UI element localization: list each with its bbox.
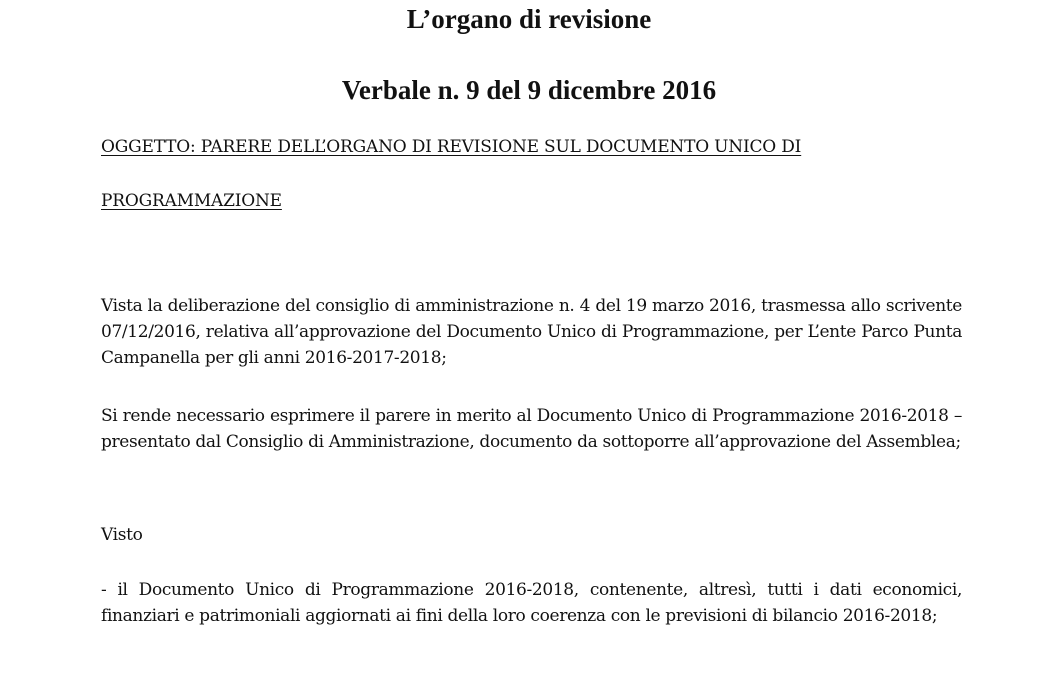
paragraph-visto: Visto — [101, 525, 143, 545]
subject-line-1: OGGETTO: PARERE DELL’ORGANO DI REVISIONE SUL DOCUMENTO UNICO DI — [101, 137, 802, 157]
paragraph-dup-content: - il Documento Unico di Programmazione 2016-2018, contenente, altresì, tutti i dati economici, finanziari e patrimoniali aggiornati ai fini della loro coerenza con le previsioni di bilancio 2016-2018; — [101, 580, 962, 626]
document-title: L’organo di revisione — [406, 4, 652, 34]
paragraph-opinion-required: Si rende necessario esprimere il parere in merito al Documento Unico di Programmazione 2016-2018 – presentato dal Consiglio di Amministrazione, documento da sottoporre all’approvazione del Assemblea; — [101, 406, 962, 452]
subject-line-2: PROGRAMMAZIONE — [101, 191, 282, 211]
minutes-title: Verbale n. 9 del 9 dicembre 2016 — [341, 75, 717, 105]
paragraph-deliberation: Vista la deliberazione del consiglio di amministrazione n. 4 del 19 marzo 2016, trasmessa allo scrivente 07/12/2016, relativa all’approvazione del Documento Unico di Programmazione, per L’ente Parco Punta Campanella per gli anni 2016-2017-2018; — [101, 296, 962, 368]
